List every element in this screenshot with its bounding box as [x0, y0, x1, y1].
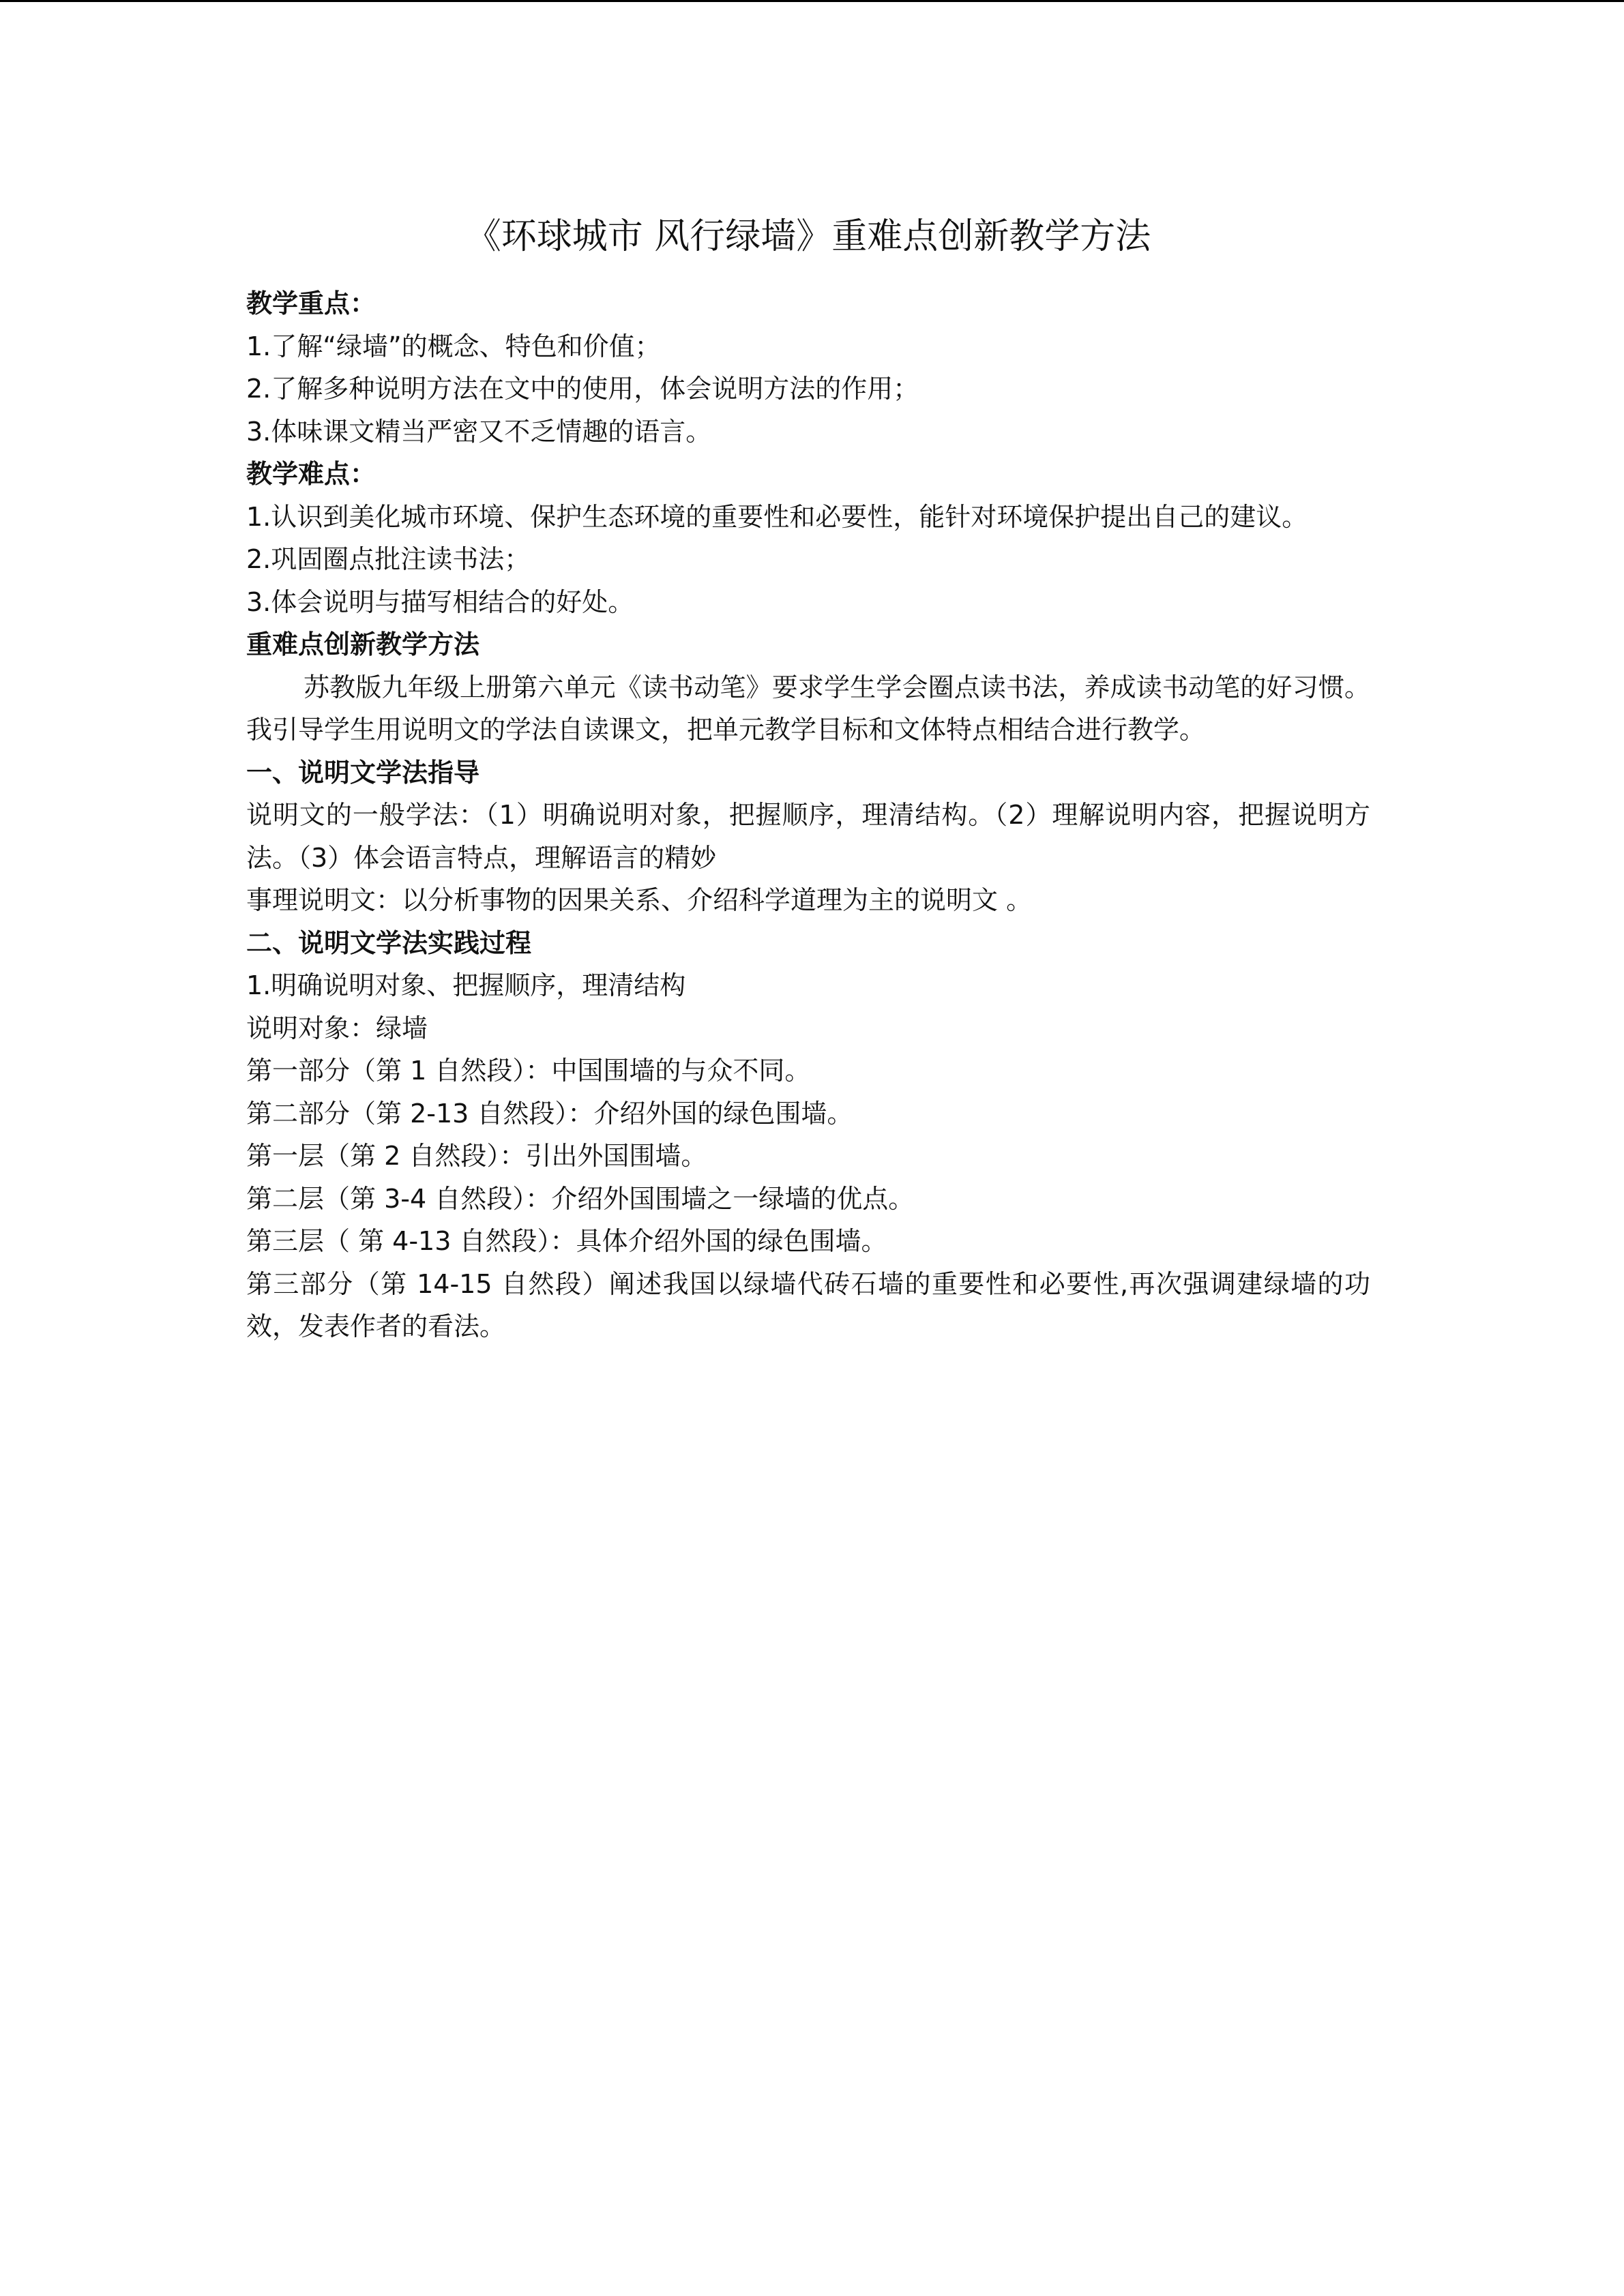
paragraph-line: 第三层（ 第 4-13 自然段）：具体介绍外国的绿色围墙。	[246, 1226, 887, 1256]
document-title: 《环球城市 风行绿墙》重难点创新教学方法	[465, 216, 1151, 257]
section-heading: 重难点创新教学方法	[246, 629, 480, 659]
paragraph-line: 1.明确说明对象、把握顺序，理清结构	[246, 970, 686, 1000]
paragraph-line: 1.认识到美化城市环境、保护生态环境的重要性和必要性，能针对环境保护提出自己的建议。	[246, 501, 1308, 532]
paragraph-line: 第二层（第 3-4 自然段）：介绍外国围墙之一绿墙的优点。	[246, 1183, 915, 1214]
paragraph-line: 第二部分（第 2-13 自然段）：介绍外国的绿色围墙。	[246, 1098, 853, 1129]
paragraph-line: 第一层（第 2 自然段）：引出外国围墙。	[246, 1141, 707, 1171]
section-heading: 教学重点：	[246, 288, 377, 318]
section-heading: 二、说明文学法实践过程	[246, 927, 532, 958]
paragraph-line: 苏教版九年级上册第六单元《读书动笔》要求学生学会圈点读书法，养成读书动笔的好习惯。我引导学生用说明文的学法自读课文，把单元教学目标和文体特点相结合进行教学。	[246, 672, 1370, 745]
section-heading: 教学难点：	[246, 459, 377, 489]
document-body	[246, 282, 1370, 1348]
paragraph-line: 第一部分（第 1 自然段）：中国围墙的与众不同。	[246, 1056, 811, 1086]
paragraph-line: 说明文的一般学法：（1）明确说明对象，把握顺序，理清结构。（2）理解说明内容，把握说明方法。（3）体会语言特点，理解语言的精妙	[246, 800, 1370, 873]
paragraph-line: 3.体会说明与描写相结合的好处。	[246, 586, 634, 617]
paragraph-line: 说明对象：绿墙	[246, 1013, 428, 1043]
paragraph-line: 2.了解多种说明方法在文中的使用，体会说明方法的作用；	[246, 374, 919, 404]
page-top-border	[0, 0, 1624, 2]
paragraph-line: 第三部分（第 14-15 自然段）阐述我国以绿墙代砖石墙的重要性和必要性,再次强调建绿墙的功效，发表作者的看法。	[246, 1268, 1370, 1341]
paragraph-line: 1.了解“绿墙”的概念、特色和价值；	[246, 331, 661, 361]
section-heading: 一、说明文学法指导	[246, 757, 480, 788]
paragraph-line: 3.体味课文精当严密又不乏情趣的语言。	[246, 416, 712, 447]
paragraph-line: 2.巩固圈点批注读书法；	[246, 544, 531, 574]
paragraph-line: 事理说明文：以分析事物的因果关系、介绍科学道理为主的说明文 。	[246, 885, 1033, 915]
